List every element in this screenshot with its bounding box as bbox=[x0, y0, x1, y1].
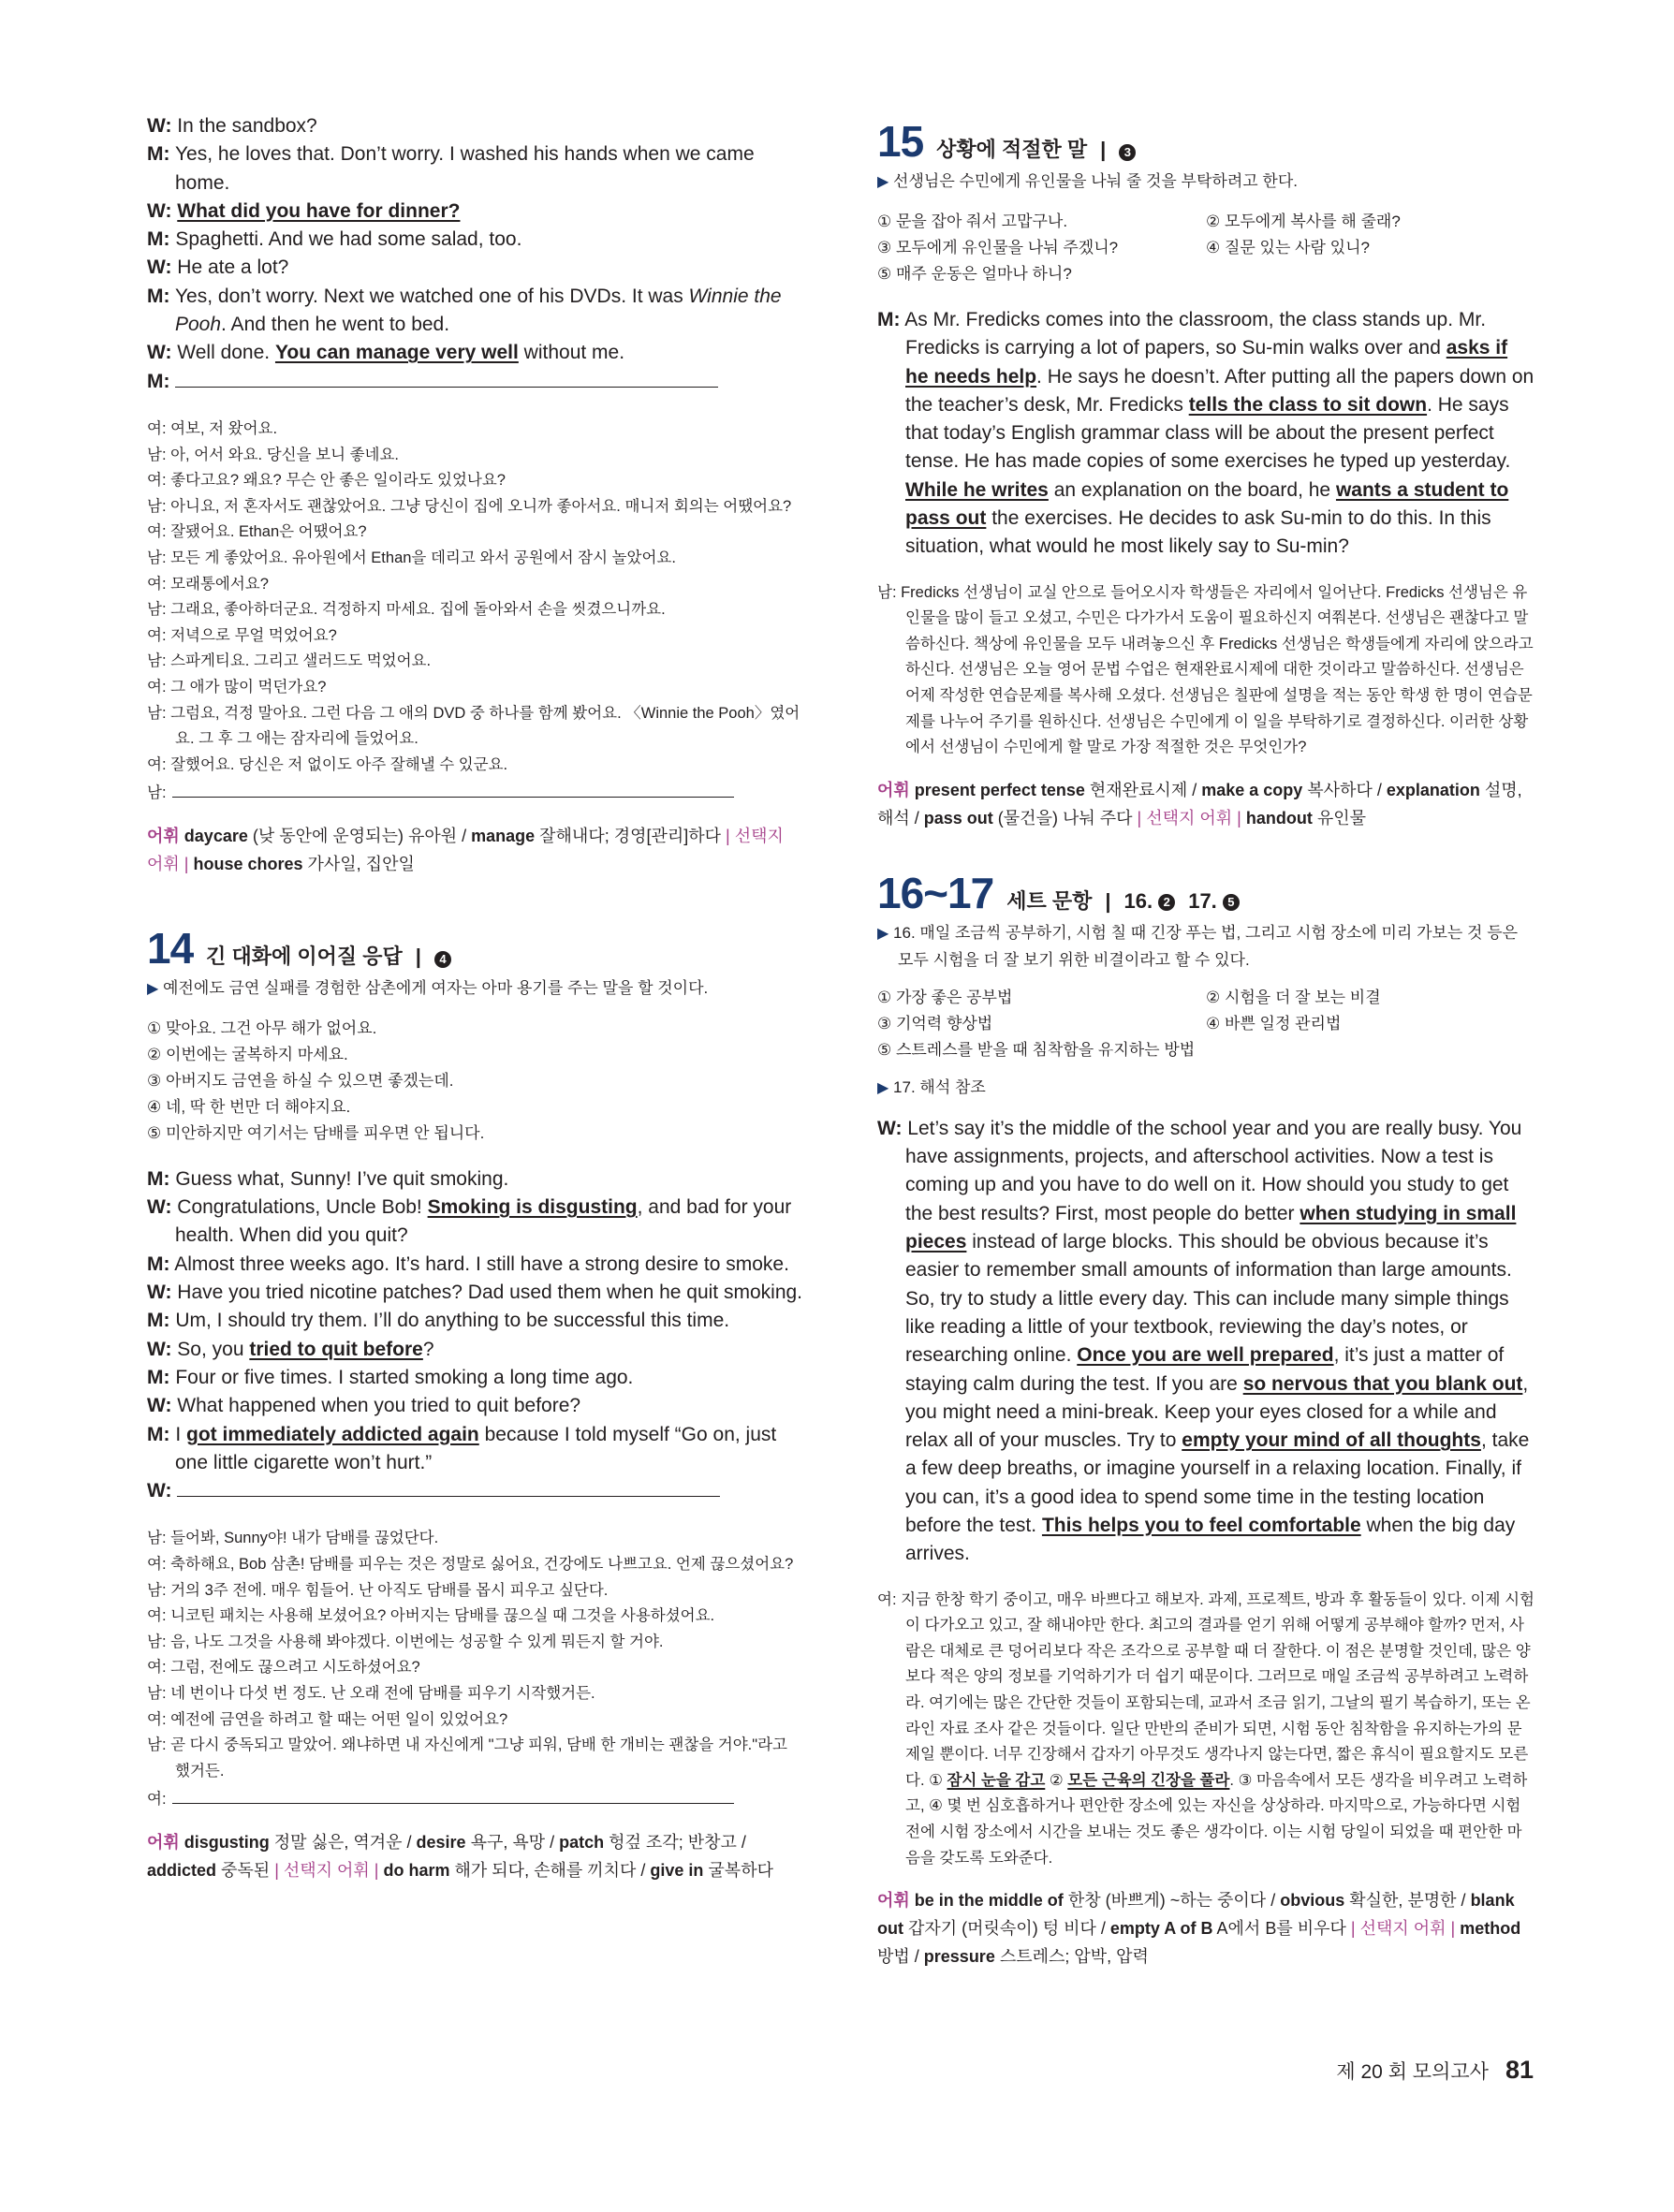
q16-option-5: ⑤ 스트레스를 받을 때 침착함을 유지하는 방법 bbox=[877, 1040, 1196, 1059]
underlined-phrase: wants a student to pass out bbox=[905, 478, 1509, 530]
translation-text: 여: 예전에 금연을 하려고 할 때는 어떤 일이 있었어요? bbox=[147, 1710, 508, 1728]
vocab-gloss: 유인물 bbox=[1312, 808, 1366, 828]
vocab-gloss: 설명, 해석 / bbox=[877, 780, 1522, 828]
text-segment: instead of large blocks. This should be obvious because it’s easier to remember small amounts of information than large amounts. So, try to study a little every day. This can include many simple things like reading a little of your textbook, reviewing the day’s notes, or researching online. bbox=[905, 1231, 1512, 1367]
underlined-phrase: so nervous that you blank out bbox=[1242, 1372, 1523, 1395]
text-segment: Almost three weeks ago. It’s hard. I still have a strong desire to smoke. bbox=[174, 1252, 789, 1275]
text-segment: What happened when you tried to quit before? bbox=[177, 1395, 581, 1417]
translation-text: 여: 저녁으로 무얼 먹었어요? bbox=[147, 626, 337, 644]
q17-intent-text: 17. 해석 참조 bbox=[893, 1077, 986, 1096]
translation-line bbox=[147, 623, 804, 650]
triangle-icon: ▶ bbox=[877, 1079, 889, 1096]
answer-blank bbox=[172, 778, 734, 798]
translation-line bbox=[147, 468, 804, 494]
underlined-phrase: 잠시 눈을 감고 bbox=[947, 1771, 1046, 1789]
translation-text: 남: 스파게티요. 그리고 샐러드도 먹었어요. bbox=[147, 652, 432, 670]
vocab-word: house chores bbox=[193, 854, 303, 873]
text-segment: ? bbox=[422, 1338, 434, 1360]
text-segment: . ③ 마음속에서 모든 생각을 비우려고 노력하고, ④ 몇 번 심호흡하거나 편안한 장소에 있는 자신을 상상하라. 마지막으로, 가능하다면 시험 전에 시험 장소에서 시간을 보내는 것도 좋은 생각이다. 이는 시험 당일이 되었을 때 편안한 마음을 갖도록 도와준다. bbox=[905, 1771, 1528, 1867]
vocab-word: disgusting bbox=[184, 1832, 270, 1852]
q1617-header bbox=[877, 870, 1534, 916]
speaker-label: W: bbox=[877, 1117, 903, 1139]
q17-answer-badge: 5 bbox=[1223, 894, 1240, 911]
q15-title: 상황에 적절한 말 bbox=[936, 138, 1088, 161]
speaker-label: W: bbox=[147, 1196, 172, 1219]
q16-answer-badge: 2 bbox=[1158, 894, 1175, 911]
translation-line bbox=[147, 1733, 804, 1784]
q15-korean-translation: 남: Fredicks 선생님이 교실 안으로 들어오시자 학생들은 자리에서 일어난다. Fredicks 선생님은 유인물을 많이 들고 오셨고, 수민은 다가가서 도움이 필요하신지 여쭤본다. 선생님은 괜찮다고 말씀하신다. 책상에 유인물을 모두 내려놓으신 후 Fredicks 선생님은 학생들에게 자리에 앉으라고 하신다. 선생님은 오늘 영어 문법 수업은 현재완료시제에 대한 것이라고 말씀하신다. 선생님은 어제 작성한 연습문제를 복사해 오셨다. 선생님은 칠판에 설명을 적는 동안 학생 한 명이 연습문제를 나누어 주기를 원하신다. 선생님은 수민에게 이 일을 부탁하기로 결정하신다. 이러한 상황에서 선생님이 수민에게 할 말로 가장 적절한 것은 무엇인가? bbox=[877, 583, 1534, 756]
triangle-icon: ▶ bbox=[147, 980, 159, 997]
q15-vocabulary bbox=[877, 776, 1534, 832]
underlined-phrase: tried to quit before bbox=[249, 1338, 423, 1360]
answer-blank bbox=[177, 1477, 720, 1497]
speaker-label: M: bbox=[147, 370, 170, 392]
q14-title: 긴 대화에 이어질 응답 bbox=[206, 944, 403, 968]
dialogue-line bbox=[147, 1421, 804, 1478]
translation-text: 남: bbox=[147, 784, 167, 802]
translation-text: 남: 들어봐, Sunny야! 내가 담배를 끊었단다. bbox=[147, 1530, 439, 1547]
vocab-gloss: 현재완료시제 / bbox=[1084, 780, 1202, 799]
vocab-gloss: 굴복하다 bbox=[703, 1860, 773, 1880]
q15-number: 15 bbox=[877, 117, 924, 166]
vocab-gloss: 잘해내다; 경영[관리]하다 bbox=[535, 826, 727, 845]
translation-line bbox=[147, 1707, 804, 1734]
translation-line bbox=[147, 753, 804, 779]
q16-options bbox=[877, 985, 1534, 1063]
q14-korean-translation bbox=[147, 1526, 804, 1813]
q17-label: 17. bbox=[1188, 888, 1217, 913]
left-column bbox=[147, 112, 804, 1884]
q14-intent-text: 예전에도 금연 실패를 경험한 삼촌에게 여자는 아마 용기를 주는 말을 할 것이다. bbox=[163, 978, 709, 997]
text-segment: because I told myself “Go on, just one little cigarette won’t hurt.” bbox=[175, 1423, 777, 1473]
speaker-label: M: bbox=[147, 1252, 170, 1275]
dialogue-line bbox=[147, 368, 804, 396]
translation-line bbox=[147, 649, 804, 675]
vocab-word: obvious bbox=[1280, 1891, 1345, 1911]
vocab-word: patch bbox=[559, 1832, 605, 1852]
text-segment: an explanation on the board, he bbox=[1048, 478, 1336, 501]
text-segment: ② bbox=[1045, 1771, 1068, 1789]
dialogue-line bbox=[147, 1194, 804, 1251]
text-segment: As Mr. Fredicks comes into the classroom, the class stands up. Mr. Fredicks is carrying a lot of papers, so Su-min walks over and bbox=[904, 309, 1487, 359]
translation-text: 여: bbox=[147, 1791, 167, 1809]
text-segment: when the big day arrives. bbox=[905, 1514, 1516, 1565]
vocab-word: daycare bbox=[184, 826, 248, 845]
speaker-label: M: bbox=[147, 1423, 170, 1445]
q15-header bbox=[877, 118, 1534, 165]
translation-line bbox=[147, 1578, 804, 1604]
vocab-divider: | 선택지 어휘 | bbox=[1350, 1919, 1456, 1939]
answer-option: ③ 아버지도 금연을 하실 수 있으면 좋겠는데. bbox=[147, 1071, 454, 1090]
dialogue-line bbox=[147, 1307, 804, 1335]
q15-passage bbox=[877, 306, 1534, 562]
speaker-label: W: bbox=[147, 199, 172, 222]
speaker-label: M: bbox=[147, 143, 170, 166]
translation-line bbox=[147, 675, 804, 701]
translation-line bbox=[147, 1784, 804, 1813]
text-segment: Well done. bbox=[177, 342, 275, 364]
underlined-phrase: 모든 근육의 긴장을 풀라 bbox=[1067, 1771, 1230, 1789]
text-segment: In the sandbox? bbox=[177, 115, 317, 137]
underlined-phrase: You can manage very well bbox=[274, 342, 519, 364]
vocab-label: 어휘 bbox=[877, 780, 910, 799]
translation-text: 여: 니코틴 패치는 사용해 보셨어요? 아버지는 담배를 끊으실 때 그것을 사용하셨어요. bbox=[147, 1607, 715, 1625]
text-segment: Have you tried nicotine patches? Dad used them when he quit smoking. bbox=[177, 1282, 803, 1304]
q14-intent bbox=[147, 975, 804, 1003]
q1617-title: 세트 문항 bbox=[1006, 888, 1093, 913]
vocab-word: make a copy bbox=[1201, 780, 1303, 799]
translation-text: 남: 모든 게 좋았어요. 유아원에서 Ethan을 데리고 와서 공원에서 잠시 놀았어요. bbox=[147, 549, 676, 566]
translation-line bbox=[147, 597, 804, 623]
translation-line bbox=[147, 443, 804, 469]
speaker-label: W: bbox=[147, 1282, 172, 1304]
vocab-gloss: 헝겊 조각; 반창고 / bbox=[604, 1832, 746, 1852]
answer-blank bbox=[172, 1784, 734, 1804]
translation-text: 남: 거의 3주 전에. 매우 힘들어. 난 아직도 담배를 몹시 피우고 싶단다. bbox=[147, 1581, 609, 1599]
text-segment: Let’s say it’s the middle of the school year and you are really busy. You have assignments, projects, and afterschool activities. Now a test is coming up and you have to do well on it. How should you study to get the best results? First, most people do better bbox=[905, 1117, 1522, 1224]
vocab-word: blank out bbox=[877, 1891, 1515, 1939]
answer-option: ⑤ 미안하지만 여기서는 담배를 피우면 안 됩니다. bbox=[147, 1123, 485, 1142]
text-segment: Yes, he loves that. Don’t worry. I washed his hands when we came home. bbox=[174, 143, 755, 194]
q15-answer-badge: 3 bbox=[1119, 144, 1136, 161]
triangle-icon: ▶ bbox=[877, 925, 889, 942]
text-segment: , take a few deep breaths, or imagine yourself in a relaxing location. Finally, if you can, it’s a good idea to spend some time in the testing location before the test. bbox=[905, 1429, 1530, 1536]
dialogue-line bbox=[147, 283, 804, 340]
translation-text: 남: 그래요, 좋아하더군요. 걱정하지 마세요. 집에 돌아와서 손을 씻겼으니까요. bbox=[147, 601, 666, 619]
vocab-word: desire bbox=[416, 1832, 466, 1852]
translation-line bbox=[147, 520, 804, 546]
translation-text: 남: 아니요, 저 혼자서도 괜찮았어요. 그냥 당신이 집에 오니까 좋아서요. 매니저 회의는 어땠어요? bbox=[147, 497, 792, 515]
translation-text: 여: 잘했어요. 당신은 저 없이도 아주 잘해낼 수 있군요. bbox=[147, 755, 508, 773]
text-segment: He ate a lot? bbox=[177, 256, 289, 279]
translation-text: 남: 음, 나도 그것을 사용해 봐야겠다. 이번에는 성공할 수 있게 뭐든지 할 거야. bbox=[147, 1633, 664, 1650]
vocab-gloss: 스트레스; 압박, 압력 bbox=[994, 1947, 1149, 1967]
underlined-phrase: What did you have for dinner? bbox=[177, 199, 461, 222]
translation-line bbox=[147, 1604, 804, 1630]
vocab-word: method bbox=[1460, 1919, 1521, 1939]
q16-answer-label bbox=[1123, 889, 1175, 914]
q15-options bbox=[877, 209, 1534, 287]
translation-text: 남: 그럼요, 걱정 말아요. 그런 다음 그 애의 DVD 중 하나를 함께 봤어요. 〈Winnie the Pooh〉였어요. 그 후 그 애는 잠자리에 들었어요. bbox=[147, 704, 800, 748]
text-segment: the exercises. He decides to ask Su-min to do this. In this situation, what would he most likely say to Su-min? bbox=[905, 507, 1491, 558]
underlined-phrase: While he writes bbox=[905, 478, 1049, 501]
translation-text: 여: 잘됐어요. Ethan은 어땠어요? bbox=[147, 523, 367, 541]
vocab-gloss: 해가 되다, 손해를 끼치다 / bbox=[449, 1860, 651, 1880]
translation-text: 여: 그럼, 전에도 끊으려고 시도하셨어요? bbox=[147, 1659, 420, 1677]
speaker-label: W: bbox=[147, 115, 172, 137]
vocab-gloss: 한창 (바쁘게) ~하는 중이다 / bbox=[1063, 1891, 1281, 1911]
speaker-label: W: bbox=[147, 1338, 172, 1360]
vocab-gloss: (낮 동안에 운영되는) 유아원 / bbox=[247, 826, 472, 845]
underlined-phrase: got immediately addicted again bbox=[186, 1423, 479, 1445]
speaker-label: W: bbox=[147, 1480, 172, 1502]
translation-line bbox=[147, 494, 804, 520]
q1617-passage bbox=[877, 1115, 1534, 1569]
vocab-gloss: 갑자기 (머릿속이) 텅 비다 / bbox=[903, 1919, 1110, 1939]
vocab-word: handout bbox=[1245, 808, 1313, 828]
underlined-phrase: Smoking is disgusting bbox=[427, 1196, 638, 1219]
translation-text: 남: 아, 어서 와요. 당신을 보니 좋네요. bbox=[147, 446, 399, 463]
q15-option-4: ④ 질문 있는 사람 있니? bbox=[1206, 239, 1370, 256]
vocab-word: present perfect tense bbox=[914, 780, 1085, 799]
q1617-vocabulary bbox=[877, 1886, 1534, 1970]
answer-option: ② 이번에는 굴복하지 마세요. bbox=[147, 1045, 348, 1063]
text-segment: , it’s just a matter of staying calm during the test. If you are bbox=[905, 1344, 1505, 1395]
text-segment: . He says that today’s English grammar class will be about the present perfect tense. He has made copies of some exercises he typed up yesterday. bbox=[905, 393, 1511, 473]
q15-option-3: ③ 모두에게 유인물을 나눠 주겠니? bbox=[877, 239, 1119, 256]
q15-intent bbox=[877, 168, 1534, 196]
q14-vocabulary bbox=[147, 1828, 804, 1884]
q13-dialogue bbox=[147, 112, 804, 396]
dialogue-line bbox=[877, 306, 1534, 562]
q16-label: 16. bbox=[1123, 888, 1153, 913]
translation-text: 여: 모래통에서요? bbox=[147, 575, 269, 593]
page-footer bbox=[1336, 2056, 1534, 2085]
vocab-word: pressure bbox=[923, 1947, 995, 1967]
footer-label: 제 20 회 모의고사 bbox=[1336, 2061, 1489, 2083]
answer-option: ① 맞아요. 그건 아무 해가 없어요. bbox=[147, 1018, 377, 1037]
vocab-word: manage bbox=[471, 826, 536, 845]
text-segment: , and bad for your health. When did you quit? bbox=[175, 1196, 792, 1247]
vocab-gloss: 가사일, 집안일 bbox=[302, 854, 415, 873]
speaker-label: M: bbox=[877, 309, 901, 330]
underlined-phrase: empty your mind of all thoughts bbox=[1182, 1429, 1481, 1452]
vocab-label: 어휘 bbox=[147, 826, 180, 845]
vocab-word: do harm bbox=[383, 1860, 450, 1880]
underlined-phrase: when studying in small pieces bbox=[905, 1202, 1517, 1253]
vocab-label: 어휘 bbox=[147, 1832, 180, 1852]
dialogue-line bbox=[147, 1392, 804, 1420]
translation-line bbox=[147, 546, 804, 572]
speaker-label: M: bbox=[147, 1310, 170, 1332]
translation-line bbox=[147, 778, 804, 807]
q15-intent-text: 선생님은 수민에게 유인물을 나눠 줄 것을 부탁하려고 한다. bbox=[893, 172, 1298, 190]
translation-line bbox=[147, 572, 804, 598]
text-segment: . He says he doesn’t. After putting all the papers down on the teacher’s desk, Mr. Fredicks bbox=[905, 365, 1534, 416]
translation-line bbox=[147, 1681, 804, 1707]
vocab-word: pass out bbox=[923, 808, 993, 828]
speaker-label: M: bbox=[147, 1366, 170, 1388]
dialogue-line bbox=[147, 254, 804, 282]
speaker-label: W: bbox=[147, 342, 172, 364]
q14-options bbox=[147, 1016, 804, 1147]
translation-text: 남: 곧 다시 중독되고 말았어. 왜냐하면 내 자신에게 "그냥 피워, 담배 한 개비는 괜찮을 거야."라고 했거든. bbox=[147, 1736, 787, 1780]
dialogue-line bbox=[147, 1336, 804, 1364]
vocab-gloss: 확실한, 분명한 / bbox=[1344, 1891, 1471, 1911]
answer-option: ④ 네, 딱 한 번만 더 해야지요. bbox=[147, 1097, 351, 1116]
vocab-word: explanation bbox=[1386, 780, 1480, 799]
vocab-gloss: 복사하다 / bbox=[1302, 780, 1387, 799]
q17-answer-label bbox=[1188, 889, 1240, 914]
speaker-label: W: bbox=[147, 1395, 172, 1417]
q17-intent bbox=[877, 1075, 1534, 1102]
dialogue-line bbox=[147, 1279, 804, 1307]
vocab-gloss: (물건을) 나눠 주다 bbox=[992, 808, 1138, 828]
q14-separator: | bbox=[415, 944, 421, 968]
q16-intent-text: 16. 매일 조금씩 공부하기, 시험 칠 때 긴장 푸는 법, 그리고 시험 장소에 미리 가보는 것 등은 모두 시험을 더 잘 보기 위한 비결이라고 할 수 있다. bbox=[893, 923, 1519, 969]
dialogue-line bbox=[147, 198, 804, 226]
q14-dialogue bbox=[147, 1165, 804, 1506]
text-segment: So, you bbox=[177, 1338, 250, 1360]
text-segment: Spaghetti. And we had some salad, too. bbox=[175, 228, 522, 251]
q15-option-5: ⑤ 매주 운동은 얼마나 하니? bbox=[877, 265, 1072, 283]
vocab-gloss: A에서 B를 비우다 bbox=[1212, 1919, 1351, 1939]
vocab-gloss: 욕구, 욕망 / bbox=[465, 1832, 560, 1852]
vocab-divider: | 선택지 어휘 | bbox=[147, 826, 784, 873]
q15-option-1: ① 문을 잡아 줘서 고맙구나. bbox=[877, 212, 1068, 230]
q15-separator: | bbox=[1100, 138, 1107, 161]
q16-option-3: ③ 기억력 향상법 bbox=[877, 1014, 993, 1033]
vocab-word: addicted bbox=[147, 1860, 217, 1880]
speaker-label: M: bbox=[147, 1167, 170, 1190]
q15-option-2: ② 모두에게 복사를 해 줄래? bbox=[1206, 212, 1401, 230]
q1617-korean-translation bbox=[877, 1588, 1534, 1872]
translation-text: 여: 여보, 저 왔어요. bbox=[147, 419, 278, 437]
q1617-separator: | bbox=[1105, 888, 1111, 913]
underlined-phrase: tells the class to sit down bbox=[1188, 393, 1428, 416]
translation-line bbox=[147, 1630, 804, 1656]
speaker-label: M: bbox=[147, 228, 170, 251]
q16-option-1: ① 가장 좋은 공부법 bbox=[877, 988, 1013, 1006]
page-number: 81 bbox=[1505, 2056, 1534, 2084]
translation-text: 여: 좋다고요? 왜요? 무슨 안 좋은 일이라도 있었나요? bbox=[147, 472, 506, 490]
triangle-icon: ▶ bbox=[877, 174, 889, 190]
text-segment: without me. bbox=[518, 342, 625, 364]
vocab-gloss: 정말 싫은, 역겨운 / bbox=[269, 1832, 417, 1852]
translation-line bbox=[147, 1655, 804, 1681]
dialogue-line bbox=[147, 1364, 804, 1392]
vocab-word: be in the middle of bbox=[914, 1891, 1064, 1911]
q14-number: 14 bbox=[147, 923, 194, 973]
vocab-word: give in bbox=[650, 1860, 704, 1880]
dialogue-line bbox=[877, 1115, 1534, 1569]
dialogue-line bbox=[147, 226, 804, 254]
answer-blank bbox=[175, 368, 718, 388]
vocab-gloss: 방법 / bbox=[877, 1947, 924, 1967]
italic-title: Winnie the Pooh bbox=[175, 285, 782, 336]
underlined-phrase: This helps you to feel comfortable bbox=[1041, 1514, 1361, 1536]
translation-text: 여: 축하해요, Bob 삼촌! 담배를 피우는 것은 정말로 싫어요, 건강에도 나쁘고요. 언제 끊으셨어요? bbox=[147, 1556, 794, 1574]
vocab-label: 어휘 bbox=[877, 1891, 910, 1911]
q13-vocabulary bbox=[147, 822, 804, 878]
text-segment: I bbox=[175, 1423, 187, 1445]
speaker-label: W: bbox=[147, 256, 172, 279]
text-segment: Um, I should try them. I’ll do anything to be successful this time. bbox=[175, 1310, 730, 1332]
dialogue-line bbox=[147, 339, 804, 367]
speaker-label: M: bbox=[147, 285, 170, 307]
q16-option-2: ② 시험을 더 잘 보는 비결 bbox=[1206, 988, 1381, 1006]
dialogue-line bbox=[147, 1165, 804, 1194]
translation-text: 여: 그 애가 많이 먹던가요? bbox=[147, 678, 327, 696]
text-segment: Yes, don’t worry. Next we watched one of his DVDs. It was bbox=[174, 285, 689, 307]
q1617-number: 16~17 bbox=[877, 868, 994, 917]
text-segment: 여: 지금 한창 학기 중이고, 매우 바쁘다고 해보자. 과제, 프로젝트, 방과 후 활동들이 있다. 이제 시험이 다가오고 있고, 잘 해내야만 한다. 최고의 결과를 얻기 위해 어떻게 공부해야 할까? 먼저, 사람은 대체로 큰 덩어리보다 작은 조각으로 공부할 때 더 잘한다. 이 점은 분명할 것인데, 많은 양보다 적은 양의 정보를 기억하기가 더 쉽기 때문이다. 그러므로 매일 조금씩 공부하려고 노력하라. 여기에는 많은 간단한 것들이 포함되는데, 교과서 조금 읽기, 그날의 필기 복습하기, 또는 온라인 자료 조사 같은 것들이다. 일단 만반의 준비가 되면, 시험 동안 침착함을 유지하는가의 문제일 뿐이다. 너무 긴장해서 갑자기 아무것도 생각나지 않는다면, 짧은 휴식이 필요할지도 모른다. ① bbox=[877, 1590, 1534, 1789]
text-segment: Four or five times. I started smoking a long time ago. bbox=[175, 1366, 634, 1388]
vocab-gloss: 중독된 bbox=[216, 1860, 275, 1880]
dialogue-line bbox=[147, 112, 804, 140]
dialogue-line bbox=[147, 1251, 804, 1279]
translation-line bbox=[147, 1526, 804, 1552]
dialogue-line bbox=[147, 1477, 804, 1505]
underlined-phrase: asks if he needs help bbox=[905, 337, 1508, 388]
q14-header bbox=[147, 925, 804, 972]
right-column bbox=[877, 118, 1534, 1970]
underlined-phrase: Once you are well prepared bbox=[1077, 1344, 1334, 1367]
translation-line bbox=[147, 1552, 804, 1578]
dialogue-line bbox=[147, 140, 804, 198]
text-segment: , you might need a mini-break. Keep your eyes closed for a while and relax all of your muscles. Try to bbox=[905, 1372, 1529, 1452]
text-segment: Congratulations, Uncle Bob! bbox=[177, 1196, 428, 1219]
translation-text: 남: 네 번이나 다섯 번 정도. 난 오래 전에 담배를 피우기 시작했거든. bbox=[147, 1685, 595, 1702]
q16-intent bbox=[877, 920, 1534, 974]
vocab-divider: | 선택지 어휘 | bbox=[1137, 808, 1241, 828]
q13-korean-translation bbox=[147, 417, 804, 807]
vocab-divider: | 선택지 어휘 | bbox=[274, 1860, 379, 1880]
text-segment: Guess what, Sunny! I’ve quit smoking. bbox=[175, 1167, 509, 1190]
q14-answer-badge: 4 bbox=[434, 951, 451, 968]
translation-line bbox=[147, 701, 804, 753]
translation-line bbox=[147, 417, 804, 443]
text-segment: . And then he went to bed. bbox=[221, 314, 450, 336]
vocab-word: empty A of B bbox=[1109, 1919, 1213, 1939]
q16-option-4: ④ 바쁜 일정 관리법 bbox=[1206, 1014, 1342, 1033]
